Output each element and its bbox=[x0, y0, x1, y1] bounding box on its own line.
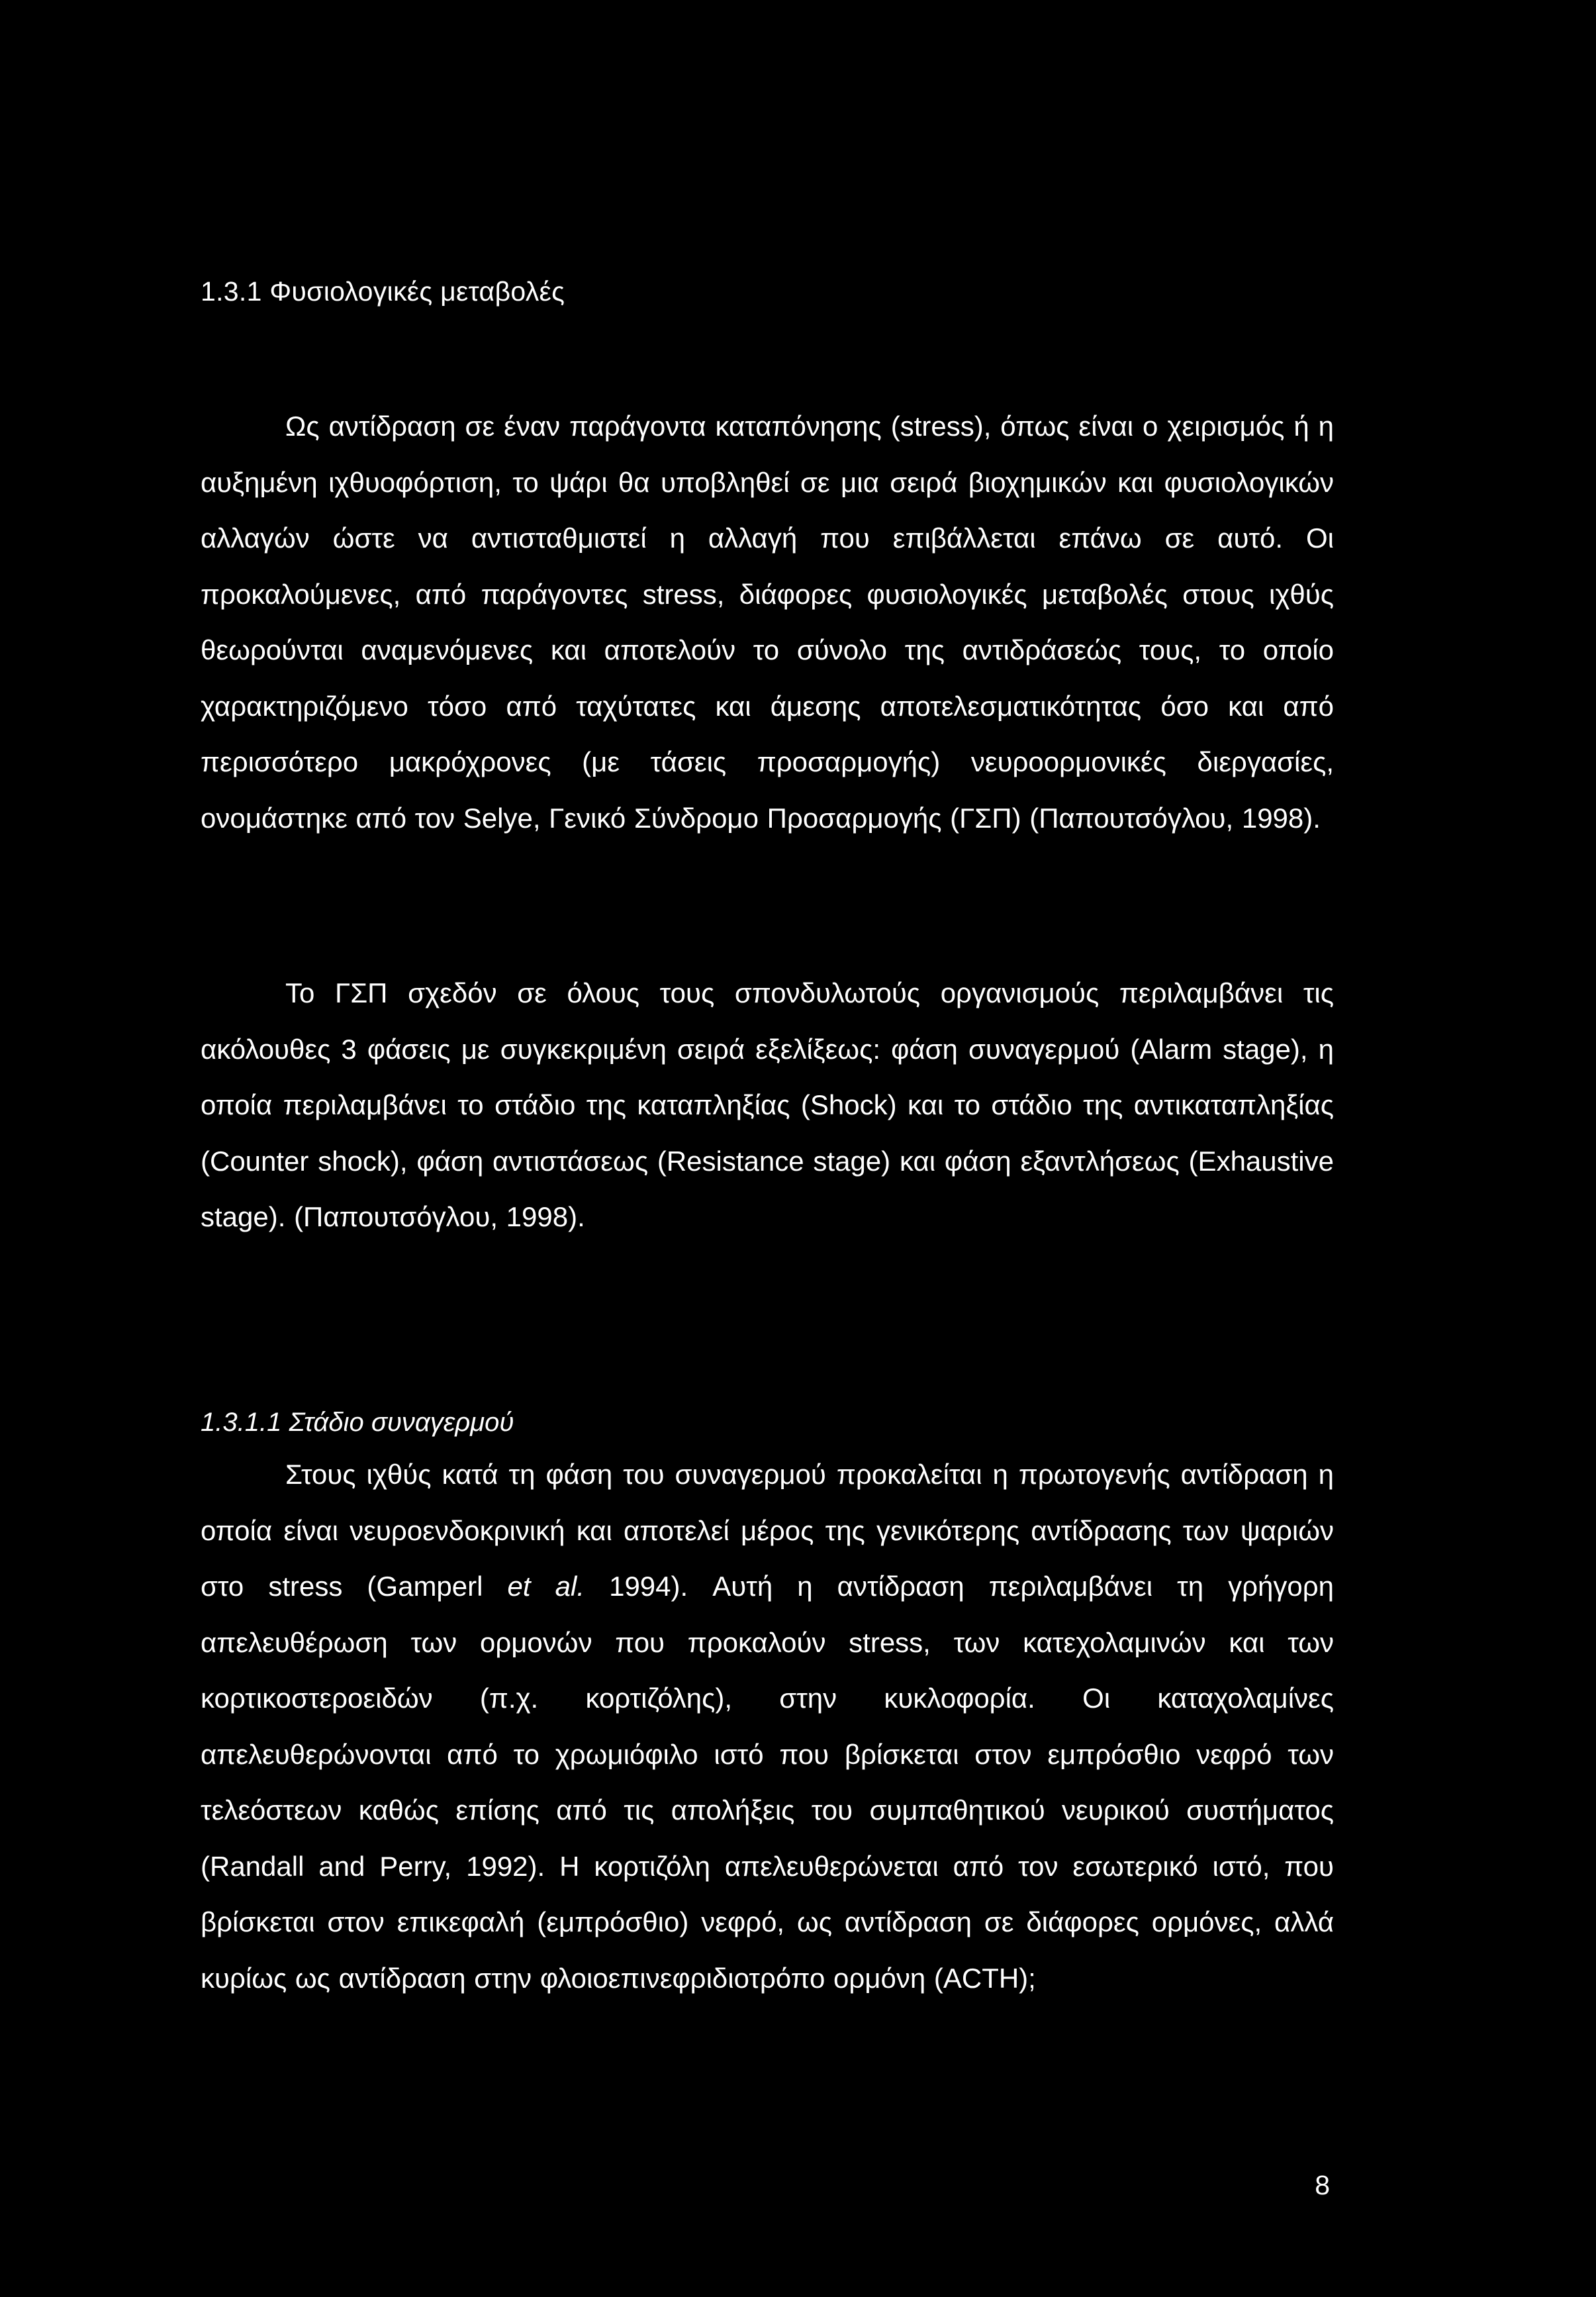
citation-et-al: et al. bbox=[507, 1571, 585, 1602]
paragraph-3-text-start: Στους ιχθύς κατά τη φάση του συναγερμού προκαλείται η πρωτογενής αντίδραση η οποία είναι νευροενδοκρινική και αποτελεί μέρος της γενικότερης αντίδρασης των ψαριών στο stress (Gamperl bbox=[201, 1459, 1334, 1602]
subsection-heading: 1.3.1.1 Στάδιο συναγερμού bbox=[201, 1408, 514, 1437]
paragraph-1-text: Ως αντίδραση σε έναν παράγοντα καταπόνησης (stress), όπως είναι ο χειρισμός ή η αυξημένη ιχθυοφόρτιση, το ψάρι θα υποβληθεί σε μια σειρά βιοχημικών και φυσιολογικών αλλαγών ώστε να αντισταθμιστεί η αλλαγή που επιβάλλεται επάνω σε αυτό. Οι προκαλούμενες, από παράγοντες stress, διάφορες φυσιολογικές μεταβολές στους ιχθύς θεωρούνται αναμενόμενες και αποτελούν το σύνολο της αντιδράσεώς τους, το οποίο χαρακτηριζόμενο τόσο από ταχύτατες και άμεσης αποτελεσματικότητας όσο και από περισσότερο μακρόχρονες (με τάσεις προσαρμογής) νευροορμονικές διεργασίες, ονομάστηκε από τον Selye, Γενικό Σύνδρομο Προσαρμογής (ΓΣΠ) (Παπουτσόγλου, 1998). bbox=[201, 411, 1334, 834]
section-heading: 1.3.1 Φυσιολογικές μεταβολές bbox=[201, 276, 565, 307]
paragraph-3 bbox=[201, 1447, 1334, 2006]
page-number: 8 bbox=[1315, 2170, 1330, 2200]
paragraph-2 bbox=[201, 965, 1334, 1246]
paragraph-2-text: Το ΓΣΠ σχεδόν σε όλους τους σπονδυλωτούς οργανισμούς περιλαμβάνει τις ακόλουθες 3 φάσεις με συγκεκριμένη σειρά εξελίξεως: φάση συναγερμού (Alarm stage), η οποία περιλαμβάνει το στάδιο της καταπληξίας (Shock) και το στάδιο της αντικαταπληξίας (Counter shock), φάση αντιστάσεως (Resistance stage) και φάση εξαντλήσεως (Exhaustive stage). (Παπουτσόγλου, 1998). bbox=[201, 977, 1334, 1232]
paragraph-1 bbox=[201, 399, 1334, 846]
paragraph-3-text-end: 1994). Αυτή η αντίδραση περιλαμβάνει τη γρήγορη απελευθέρωση των ορμονών που προκαλούν stress, των κατεχολαμινών και των κορτικοστεροειδών (π.χ. κορτιζόλης), στην κυκλοφορία. Οι καταχολαμίνες απελευθερώνονται από το χρωμιόφιλο ιστό που βρίσκεται στον εμπρόσθιο νεφρό των τελεόστεων καθώς επίσης από τις απολήξεις του συμπαθητικού νευρικού συστήματος (Randall and Perry, 1992). Η κορτιζόλη απελευθερώνεται από τον εσωτερικό ιστό, που βρίσκεται στον επικεφαλή (εμπρόσθιο) νεφρό, ως αντίδραση σε διάφορες ορμόνες, αλλά κυρίως ως αντίδραση στην φλοιοεπινεφριδιοτρόπο ορμόνη (ACTH); bbox=[201, 1571, 1334, 1994]
